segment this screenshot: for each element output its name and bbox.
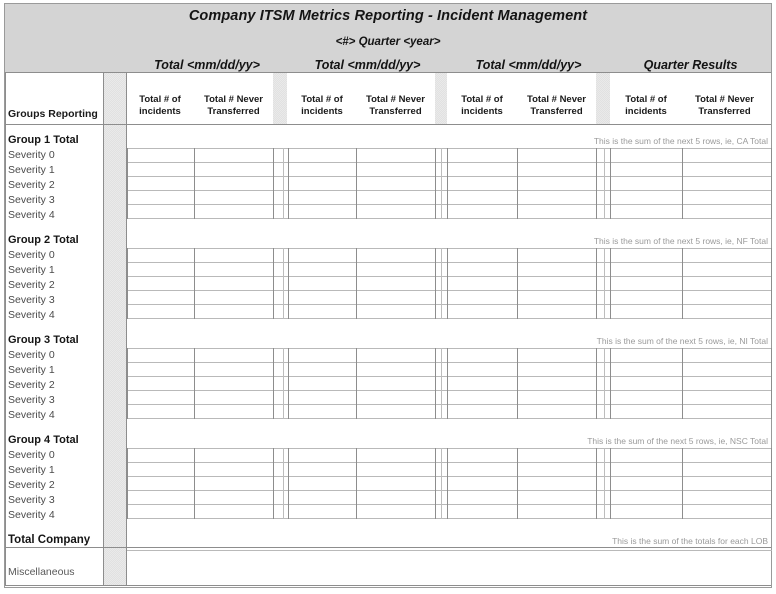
grid-col-line bbox=[356, 148, 357, 219]
report-subtitle: <#> Quarter <year> bbox=[335, 36, 441, 48]
column-header-metric-1 bbox=[126, 94, 194, 117]
grid-col-line bbox=[771, 248, 772, 319]
grid-col-line bbox=[771, 348, 772, 419]
column-header-metric-4-line1: Total # Never bbox=[366, 94, 425, 105]
column-header-metric-1-line1: Total # of bbox=[139, 94, 181, 105]
row-label-g1-severity-2: Severity 2 bbox=[8, 179, 55, 191]
row-label-g4-severity-1: Severity 1 bbox=[8, 464, 55, 476]
grid-row-line bbox=[127, 304, 772, 305]
grid-col-line bbox=[682, 248, 683, 319]
grid-col-line bbox=[610, 148, 611, 219]
row-label-g4-severity-2: Severity 2 bbox=[8, 479, 55, 491]
row-label-g2-severity-4: Severity 4 bbox=[8, 309, 55, 321]
column-header-metric-5-line2: incidents bbox=[461, 105, 503, 117]
column-header-metric-7-line1: Total # of bbox=[625, 94, 667, 105]
grid-col-line bbox=[283, 348, 284, 419]
row-label-g1-severity-0: Severity 0 bbox=[8, 149, 55, 161]
note-group-2: This is the sum of the next 5 rows, ie, NF Total bbox=[593, 236, 768, 246]
grid-col-line bbox=[682, 348, 683, 419]
grid-row-line bbox=[127, 462, 772, 463]
column-header-metric-4-line2: Transferred bbox=[369, 105, 422, 117]
grid-col-line bbox=[441, 148, 442, 219]
grid-col-line bbox=[283, 448, 284, 519]
period-header-3: Total <mm/dd/yy> bbox=[475, 58, 582, 72]
grid-col-line bbox=[596, 248, 597, 319]
grid-row-line bbox=[127, 162, 772, 163]
bottom-rule bbox=[5, 585, 771, 586]
row-label-g3-severity-0: Severity 0 bbox=[8, 349, 55, 361]
row-label-g1-severity-1: Severity 1 bbox=[8, 164, 55, 176]
period-header-1: Total <mm/dd/yy> bbox=[154, 58, 260, 72]
spacer-band-2 bbox=[435, 72, 447, 125]
grid-row-line bbox=[127, 248, 772, 249]
spacer-band-3 bbox=[596, 72, 610, 125]
row-label-g2-severity-0: Severity 0 bbox=[8, 249, 55, 261]
grid-row-line bbox=[127, 376, 772, 377]
grid-col-line bbox=[610, 348, 611, 419]
column-header-metric-5-line1: Total # of bbox=[461, 94, 503, 105]
grid-row-line bbox=[127, 276, 772, 277]
grid-row-line bbox=[127, 390, 772, 391]
grid-col-line bbox=[596, 448, 597, 519]
period-header-4: Quarter Results bbox=[643, 58, 738, 72]
grid-col-line bbox=[127, 348, 128, 419]
grid-col-line bbox=[435, 448, 436, 519]
column-header-metric-1-line2: incidents bbox=[139, 105, 181, 117]
grid-col-line bbox=[604, 148, 605, 219]
grid-row-line bbox=[127, 176, 772, 177]
grid-col-line bbox=[682, 148, 683, 219]
row-label-g4-severity-3: Severity 3 bbox=[8, 494, 55, 506]
grid-row-line bbox=[127, 318, 772, 319]
grid-col-line bbox=[610, 448, 611, 519]
row-label-g3-severity-4: Severity 4 bbox=[8, 409, 55, 421]
grid-col-line bbox=[194, 348, 195, 419]
header-bottom-rule bbox=[5, 124, 771, 125]
header-top-rule bbox=[5, 72, 771, 73]
row-label-g1-severity-3: Severity 3 bbox=[8, 194, 55, 206]
column-header-metric-8-line1: Total # Never bbox=[695, 94, 754, 105]
period-header-2: Total <mm/dd/yy> bbox=[314, 58, 421, 72]
grid-col-line bbox=[596, 148, 597, 219]
row-label-g3-severity-2: Severity 2 bbox=[8, 379, 55, 391]
grid-col-line bbox=[273, 448, 274, 519]
grid-col-line bbox=[194, 148, 195, 219]
grid-col-line bbox=[288, 248, 289, 319]
grid-row-line bbox=[127, 490, 772, 491]
row-label-group-2-total: Group 2 Total bbox=[8, 234, 79, 246]
grid-col-line bbox=[356, 348, 357, 419]
note-total-company: This is the sum of the totals for each LOB bbox=[612, 536, 768, 546]
row-label-g4-severity-4: Severity 4 bbox=[8, 509, 55, 521]
grid-col-line bbox=[283, 148, 284, 219]
note-group-4: This is the sum of the next 5 rows, ie, NSC Total bbox=[587, 436, 768, 446]
grid-col-line bbox=[127, 148, 128, 219]
grid-col-line bbox=[604, 248, 605, 319]
row-label-column-header: Groups Reporting bbox=[8, 108, 98, 120]
grid-row-line bbox=[127, 204, 772, 205]
column-header-metric-3-line2: incidents bbox=[301, 105, 343, 117]
grid-row-line bbox=[127, 218, 772, 219]
column-header-metric-5 bbox=[447, 94, 517, 117]
grid-col-line bbox=[288, 448, 289, 519]
grid-col-line bbox=[447, 248, 448, 319]
grid-col-line bbox=[435, 348, 436, 419]
row-label-g3-severity-1: Severity 1 bbox=[8, 364, 55, 376]
grid-row-line bbox=[127, 190, 772, 191]
grid-col-line bbox=[283, 248, 284, 319]
row-label-g2-severity-3: Severity 3 bbox=[8, 294, 55, 306]
grid-col-line bbox=[447, 348, 448, 419]
column-header-metric-3-line1: Total # of bbox=[301, 94, 343, 105]
grid-row-line bbox=[127, 262, 772, 263]
grid-col-line bbox=[194, 248, 195, 319]
grid-col-line bbox=[604, 348, 605, 419]
row-label-g1-severity-4: Severity 4 bbox=[8, 209, 55, 221]
grid-col-line bbox=[441, 348, 442, 419]
column-header-metric-2-line2: Transferred bbox=[207, 105, 260, 117]
grid-col-line bbox=[447, 448, 448, 519]
grid-col-line bbox=[604, 448, 605, 519]
column-header-metric-7 bbox=[610, 94, 682, 117]
grid-row-line bbox=[127, 148, 772, 149]
row-label-group-1-total: Group 1 Total bbox=[8, 134, 79, 146]
column-header-metric-6 bbox=[517, 94, 596, 117]
grid-col-line bbox=[435, 148, 436, 219]
grid-col-line bbox=[610, 248, 611, 319]
grid-col-line bbox=[356, 248, 357, 319]
grid-col-line bbox=[771, 148, 772, 219]
row-label-g4-severity-0: Severity 0 bbox=[8, 449, 55, 461]
spacer-band-1 bbox=[273, 72, 287, 125]
grid-col-line bbox=[517, 448, 518, 519]
row-label-g3-severity-3: Severity 3 bbox=[8, 394, 55, 406]
grid-col-line bbox=[273, 148, 274, 219]
row-label-g2-severity-2: Severity 2 bbox=[8, 279, 55, 291]
column-header-metric-8-line2: Transferred bbox=[698, 105, 751, 117]
column-header-metric-3 bbox=[288, 94, 356, 117]
grid-col-line bbox=[273, 348, 274, 419]
grid-col-line bbox=[435, 248, 436, 319]
total-company-separator-lower bbox=[127, 550, 772, 551]
grid-col-line bbox=[288, 148, 289, 219]
grid-col-line bbox=[447, 148, 448, 219]
row-label-total-company: Total Company bbox=[8, 534, 91, 546]
column-header-metric-8 bbox=[682, 94, 767, 117]
grid-col-line bbox=[596, 348, 597, 419]
grid-col-line bbox=[127, 448, 128, 519]
grid-col-line bbox=[356, 448, 357, 519]
grid-row-line bbox=[127, 518, 772, 519]
grid-row-line bbox=[127, 362, 772, 363]
grid-col-line bbox=[273, 248, 274, 319]
total-company-separator bbox=[5, 547, 771, 548]
grid-col-line bbox=[517, 248, 518, 319]
grid-row-line bbox=[127, 348, 772, 349]
grid-col-line bbox=[127, 248, 128, 319]
column-header-metric-2-line1: Total # Never bbox=[204, 94, 263, 105]
grid-col-line bbox=[441, 248, 442, 319]
grid-row-line bbox=[127, 448, 772, 449]
note-group-1: This is the sum of the next 5 rows, ie, CA Total bbox=[593, 136, 768, 146]
grid-row-line bbox=[127, 418, 772, 419]
column-header-metric-4 bbox=[356, 94, 435, 117]
grid-row-line bbox=[127, 476, 772, 477]
column-header-metric-7-line2: incidents bbox=[625, 105, 667, 117]
column-header-metric-6-line2: Transferred bbox=[530, 105, 583, 117]
row-label-group-3-total: Group 3 Total bbox=[8, 334, 79, 346]
row-label-group-4-total: Group 4 Total bbox=[8, 434, 79, 446]
grid-col-line bbox=[441, 448, 442, 519]
grid-col-line bbox=[288, 348, 289, 419]
note-group-3: This is the sum of the next 5 rows, ie, NI Total bbox=[596, 336, 768, 346]
grid-col-line bbox=[194, 448, 195, 519]
grid-col-line bbox=[517, 148, 518, 219]
grid-row-line bbox=[127, 504, 772, 505]
label-column-border bbox=[103, 72, 104, 585]
grid-row-line bbox=[127, 290, 772, 291]
grid-col-line bbox=[682, 448, 683, 519]
row-label-miscellaneous: Miscellaneous bbox=[8, 566, 75, 578]
row-label-g2-severity-1: Severity 1 bbox=[8, 264, 55, 276]
grid-col-line bbox=[517, 348, 518, 419]
column-header-metric-2 bbox=[194, 94, 273, 117]
grid-col-line bbox=[771, 448, 772, 519]
column-header-metric-6-line1: Total # Never bbox=[527, 94, 586, 105]
spacer-column-right-border bbox=[126, 72, 127, 585]
grid-row-line bbox=[127, 404, 772, 405]
spacer-band-left bbox=[103, 72, 126, 585]
label-column-left-border bbox=[5, 72, 6, 585]
page-title: Company ITSM Metrics Reporting - Incident Management bbox=[188, 8, 588, 24]
